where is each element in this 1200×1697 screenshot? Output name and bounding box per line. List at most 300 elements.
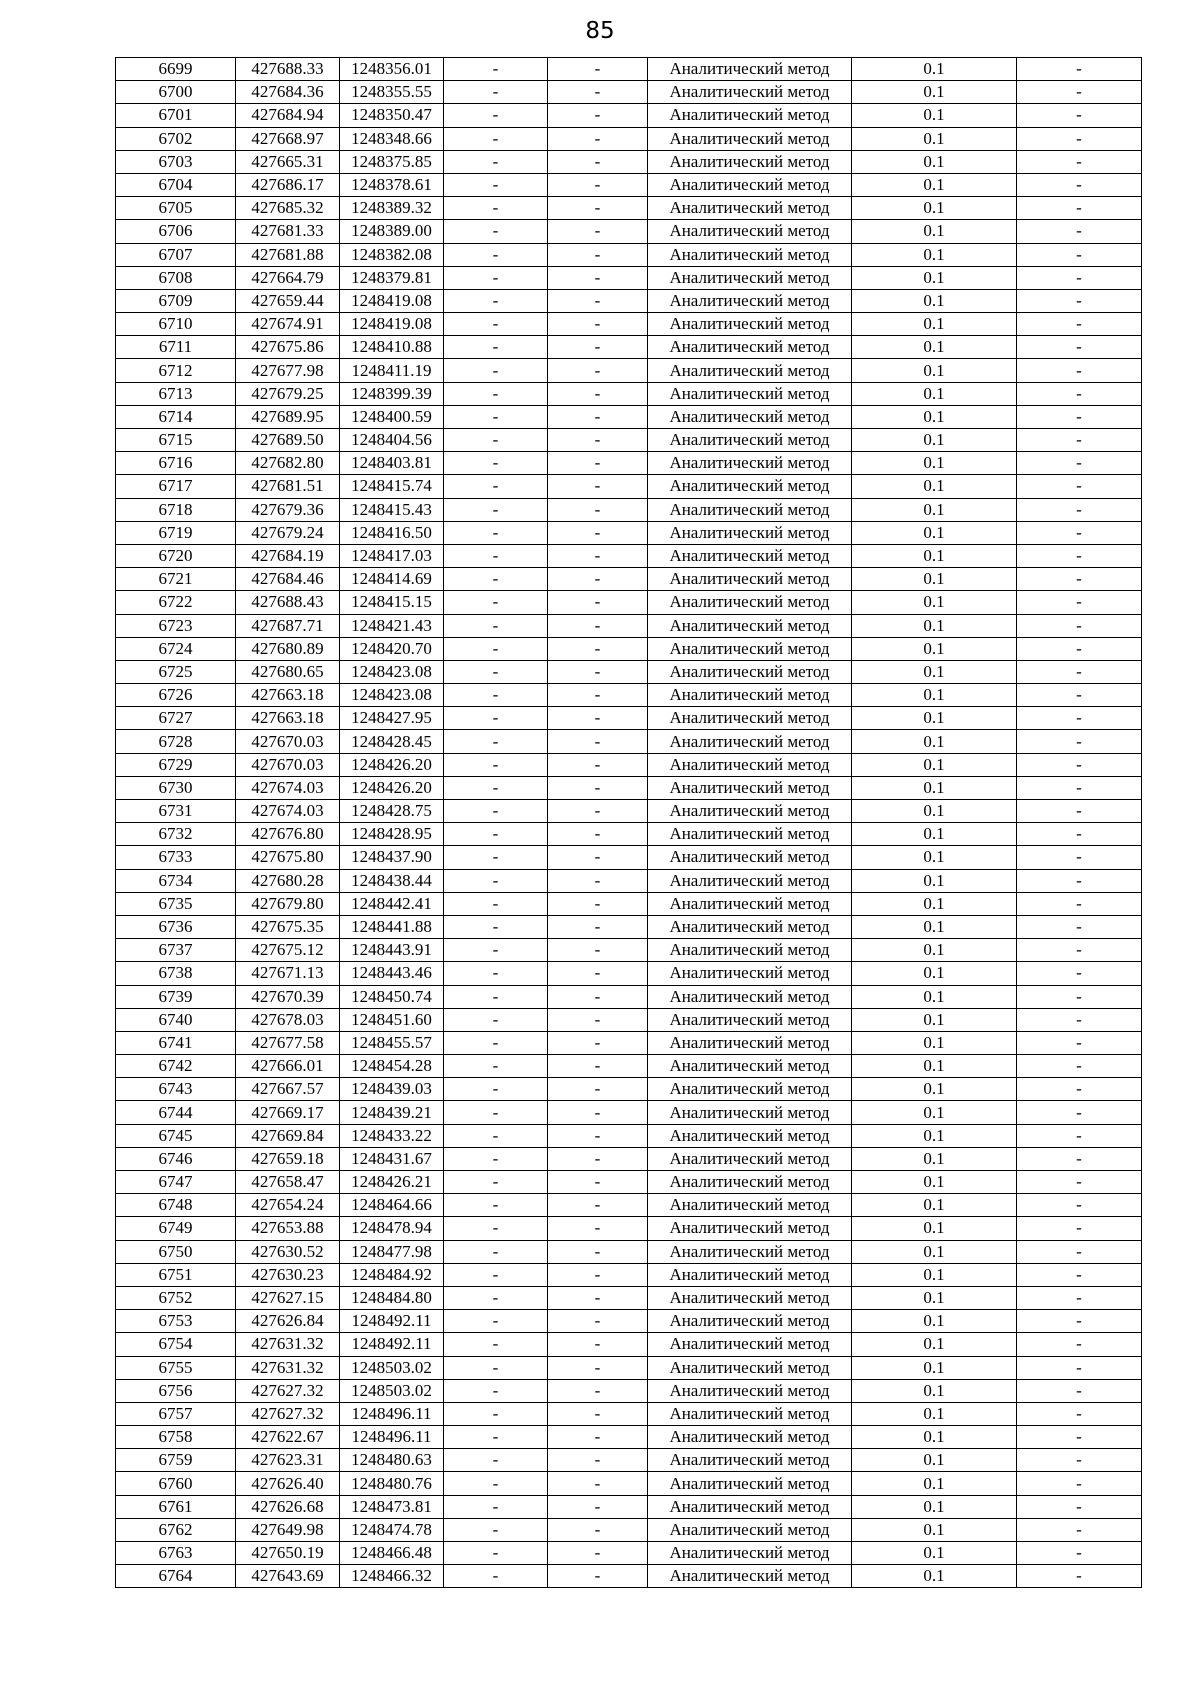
empty-value-cell: -	[548, 1217, 648, 1240]
x-coordinate-cell: 427669.84	[236, 1124, 340, 1147]
point-number-cell: 6722	[116, 591, 236, 614]
point-number-cell: 6716	[116, 452, 236, 475]
y-coordinate-cell: 1248438.44	[340, 869, 444, 892]
point-number-cell: 6733	[116, 846, 236, 869]
empty-value-cell: -	[444, 1402, 548, 1425]
empty-value-cell: -	[444, 1217, 548, 1240]
empty-value-cell: -	[1017, 823, 1142, 846]
point-number-cell: 6758	[116, 1426, 236, 1449]
empty-value-cell: -	[548, 521, 648, 544]
empty-value-cell: -	[548, 753, 648, 776]
empty-value-cell: -	[444, 58, 548, 81]
method-cell: Аналитический метод	[648, 591, 852, 614]
method-cell: Аналитический метод	[648, 846, 852, 869]
table-row	[116, 220, 1142, 243]
accuracy-cell: 0.1	[852, 1518, 1017, 1541]
method-cell: Аналитический метод	[648, 1008, 852, 1031]
table-row	[116, 1426, 1142, 1449]
table-row	[116, 1542, 1142, 1565]
x-coordinate-cell: 427627.32	[236, 1379, 340, 1402]
table-row	[116, 1402, 1142, 1425]
empty-value-cell: -	[444, 568, 548, 591]
x-coordinate-cell: 427627.15	[236, 1286, 340, 1309]
y-coordinate-cell: 1248348.66	[340, 127, 444, 150]
method-cell: Аналитический метод	[648, 823, 852, 846]
point-number-cell: 6709	[116, 289, 236, 312]
method-cell: Аналитический метод	[648, 869, 852, 892]
point-number-cell: 6724	[116, 637, 236, 660]
accuracy-cell: 0.1	[852, 1402, 1017, 1425]
x-coordinate-cell: 427671.13	[236, 962, 340, 985]
empty-value-cell: -	[548, 614, 648, 637]
method-cell: Аналитический метод	[648, 892, 852, 915]
empty-value-cell: -	[548, 637, 648, 660]
method-cell: Аналитический метод	[648, 568, 852, 591]
point-number-cell: 6712	[116, 359, 236, 382]
table-row	[116, 823, 1142, 846]
method-cell: Аналитический метод	[648, 359, 852, 382]
accuracy-cell: 0.1	[852, 197, 1017, 220]
empty-value-cell: -	[548, 1379, 648, 1402]
point-number-cell: 6726	[116, 684, 236, 707]
point-number-cell: 6725	[116, 660, 236, 683]
table-row	[116, 684, 1142, 707]
empty-value-cell: -	[548, 1495, 648, 1518]
empty-value-cell: -	[1017, 1240, 1142, 1263]
point-number-cell: 6753	[116, 1310, 236, 1333]
y-coordinate-cell: 1248496.11	[340, 1426, 444, 1449]
empty-value-cell: -	[548, 81, 648, 104]
empty-value-cell: -	[444, 429, 548, 452]
empty-value-cell: -	[548, 776, 648, 799]
table-row	[116, 1565, 1142, 1588]
method-cell: Аналитический метод	[648, 197, 852, 220]
point-number-cell: 6750	[116, 1240, 236, 1263]
point-number-cell: 6740	[116, 1008, 236, 1031]
y-coordinate-cell: 1248474.78	[340, 1518, 444, 1541]
x-coordinate-cell: 427675.80	[236, 846, 340, 869]
accuracy-cell: 0.1	[852, 1310, 1017, 1333]
point-number-cell: 6714	[116, 405, 236, 428]
empty-value-cell: -	[444, 1379, 548, 1402]
empty-value-cell: -	[548, 1356, 648, 1379]
accuracy-cell: 0.1	[852, 498, 1017, 521]
x-coordinate-cell: 427677.58	[236, 1031, 340, 1054]
empty-value-cell: -	[444, 452, 548, 475]
table-row	[116, 104, 1142, 127]
empty-value-cell: -	[548, 197, 648, 220]
point-number-cell: 6700	[116, 81, 236, 104]
point-number-cell: 6749	[116, 1217, 236, 1240]
y-coordinate-cell: 1248477.98	[340, 1240, 444, 1263]
point-number-cell: 6748	[116, 1194, 236, 1217]
empty-value-cell: -	[1017, 1402, 1142, 1425]
empty-value-cell: -	[1017, 1518, 1142, 1541]
table-row	[116, 846, 1142, 869]
empty-value-cell: -	[1017, 498, 1142, 521]
x-coordinate-cell: 427679.24	[236, 521, 340, 544]
method-cell: Аналитический метод	[648, 800, 852, 823]
empty-value-cell: -	[548, 1147, 648, 1170]
table-row	[116, 707, 1142, 730]
empty-value-cell: -	[1017, 127, 1142, 150]
empty-value-cell: -	[444, 475, 548, 498]
method-cell: Аналитический метод	[648, 1402, 852, 1425]
table-row	[116, 939, 1142, 962]
method-cell: Аналитический метод	[648, 382, 852, 405]
x-coordinate-cell: 427626.68	[236, 1495, 340, 1518]
accuracy-cell: 0.1	[852, 1495, 1017, 1518]
y-coordinate-cell: 1248426.20	[340, 753, 444, 776]
y-coordinate-cell: 1248350.47	[340, 104, 444, 127]
x-coordinate-cell: 427681.88	[236, 243, 340, 266]
method-cell: Аналитический метод	[648, 1310, 852, 1333]
x-coordinate-cell: 427674.91	[236, 313, 340, 336]
point-number-cell: 6764	[116, 1565, 236, 1588]
empty-value-cell: -	[548, 892, 648, 915]
method-cell: Аналитический метод	[648, 452, 852, 475]
method-cell: Аналитический метод	[648, 1565, 852, 1588]
method-cell: Аналитический метод	[648, 637, 852, 660]
empty-value-cell: -	[1017, 1495, 1142, 1518]
empty-value-cell: -	[1017, 1286, 1142, 1309]
y-coordinate-cell: 1248442.41	[340, 892, 444, 915]
y-coordinate-cell: 1248439.03	[340, 1078, 444, 1101]
empty-value-cell: -	[1017, 1101, 1142, 1124]
empty-value-cell: -	[548, 1472, 648, 1495]
empty-value-cell: -	[548, 243, 648, 266]
point-number-cell: 6705	[116, 197, 236, 220]
table-row	[116, 127, 1142, 150]
table-row	[116, 1171, 1142, 1194]
method-cell: Аналитический метод	[648, 1031, 852, 1054]
point-number-cell: 6703	[116, 150, 236, 173]
empty-value-cell: -	[548, 800, 648, 823]
page-number: 85	[585, 18, 615, 44]
point-number-cell: 6746	[116, 1147, 236, 1170]
empty-value-cell: -	[1017, 1542, 1142, 1565]
accuracy-cell: 0.1	[852, 1240, 1017, 1263]
x-coordinate-cell: 427675.86	[236, 336, 340, 359]
accuracy-cell: 0.1	[852, 985, 1017, 1008]
x-coordinate-cell: 427630.23	[236, 1263, 340, 1286]
table-row	[116, 313, 1142, 336]
empty-value-cell: -	[444, 1147, 548, 1170]
y-coordinate-cell: 1248417.03	[340, 544, 444, 567]
table-row	[116, 1240, 1142, 1263]
y-coordinate-cell: 1248464.66	[340, 1194, 444, 1217]
accuracy-cell: 0.1	[852, 58, 1017, 81]
empty-value-cell: -	[1017, 1379, 1142, 1402]
empty-value-cell: -	[548, 684, 648, 707]
empty-value-cell: -	[1017, 475, 1142, 498]
method-cell: Аналитический метод	[648, 429, 852, 452]
empty-value-cell: -	[548, 1426, 648, 1449]
x-coordinate-cell: 427674.03	[236, 800, 340, 823]
empty-value-cell: -	[444, 266, 548, 289]
accuracy-cell: 0.1	[852, 800, 1017, 823]
empty-value-cell: -	[1017, 220, 1142, 243]
accuracy-cell: 0.1	[852, 1542, 1017, 1565]
empty-value-cell: -	[548, 359, 648, 382]
empty-value-cell: -	[444, 220, 548, 243]
x-coordinate-cell: 427678.03	[236, 1008, 340, 1031]
point-number-cell: 6739	[116, 985, 236, 1008]
x-coordinate-cell: 427659.44	[236, 289, 340, 312]
y-coordinate-cell: 1248451.60	[340, 1008, 444, 1031]
point-number-cell: 6719	[116, 521, 236, 544]
method-cell: Аналитический метод	[648, 614, 852, 637]
method-cell: Аналитический метод	[648, 1449, 852, 1472]
accuracy-cell: 0.1	[852, 150, 1017, 173]
empty-value-cell: -	[1017, 846, 1142, 869]
empty-value-cell: -	[548, 429, 648, 452]
empty-value-cell: -	[548, 1101, 648, 1124]
accuracy-cell: 0.1	[852, 869, 1017, 892]
method-cell: Аналитический метод	[648, 313, 852, 336]
table-row	[116, 1310, 1142, 1333]
empty-value-cell: -	[548, 475, 648, 498]
empty-value-cell: -	[548, 58, 648, 81]
x-coordinate-cell: 427631.32	[236, 1333, 340, 1356]
method-cell: Аналитический метод	[648, 939, 852, 962]
empty-value-cell: -	[444, 1263, 548, 1286]
empty-value-cell: -	[548, 1333, 648, 1356]
method-cell: Аналитический метод	[648, 1518, 852, 1541]
empty-value-cell: -	[1017, 452, 1142, 475]
empty-value-cell: -	[1017, 521, 1142, 544]
empty-value-cell: -	[1017, 1078, 1142, 1101]
x-coordinate-cell: 427684.36	[236, 81, 340, 104]
x-coordinate-cell: 427675.35	[236, 915, 340, 938]
empty-value-cell: -	[1017, 266, 1142, 289]
y-coordinate-cell: 1248389.32	[340, 197, 444, 220]
y-coordinate-cell: 1248423.08	[340, 660, 444, 683]
method-cell: Аналитический метод	[648, 1171, 852, 1194]
empty-value-cell: -	[548, 382, 648, 405]
table-row	[116, 637, 1142, 660]
x-coordinate-cell: 427626.84	[236, 1310, 340, 1333]
table-row	[116, 1263, 1142, 1286]
accuracy-cell: 0.1	[852, 614, 1017, 637]
accuracy-cell: 0.1	[852, 1356, 1017, 1379]
x-coordinate-cell: 427665.31	[236, 150, 340, 173]
y-coordinate-cell: 1248411.19	[340, 359, 444, 382]
table-row	[116, 1055, 1142, 1078]
x-coordinate-cell: 427658.47	[236, 1171, 340, 1194]
table-row	[116, 521, 1142, 544]
empty-value-cell: -	[444, 1031, 548, 1054]
table-row	[116, 1078, 1142, 1101]
accuracy-cell: 0.1	[852, 1426, 1017, 1449]
method-cell: Аналитический метод	[648, 962, 852, 985]
point-number-cell: 6741	[116, 1031, 236, 1054]
x-coordinate-cell: 427650.19	[236, 1542, 340, 1565]
empty-value-cell: -	[1017, 313, 1142, 336]
accuracy-cell: 0.1	[852, 266, 1017, 289]
accuracy-cell: 0.1	[852, 405, 1017, 428]
empty-value-cell: -	[1017, 684, 1142, 707]
x-coordinate-cell: 427679.80	[236, 892, 340, 915]
empty-value-cell: -	[1017, 1565, 1142, 1588]
x-coordinate-cell: 427622.67	[236, 1426, 340, 1449]
x-coordinate-cell: 427680.89	[236, 637, 340, 660]
accuracy-cell: 0.1	[852, 892, 1017, 915]
method-cell: Аналитический метод	[648, 730, 852, 753]
table-row	[116, 800, 1142, 823]
method-cell: Аналитический метод	[648, 544, 852, 567]
point-number-cell: 6757	[116, 1402, 236, 1425]
empty-value-cell: -	[444, 1055, 548, 1078]
y-coordinate-cell: 1248428.45	[340, 730, 444, 753]
empty-value-cell: -	[548, 1542, 648, 1565]
empty-value-cell: -	[1017, 962, 1142, 985]
table-row	[116, 962, 1142, 985]
empty-value-cell: -	[548, 1449, 648, 1472]
accuracy-cell: 0.1	[852, 1263, 1017, 1286]
accuracy-cell: 0.1	[852, 1031, 1017, 1054]
point-number-cell: 6704	[116, 173, 236, 196]
accuracy-cell: 0.1	[852, 1217, 1017, 1240]
accuracy-cell: 0.1	[852, 1333, 1017, 1356]
accuracy-cell: 0.1	[852, 173, 1017, 196]
point-number-cell: 6747	[116, 1171, 236, 1194]
empty-value-cell: -	[548, 1565, 648, 1588]
point-number-cell: 6759	[116, 1449, 236, 1472]
empty-value-cell: -	[1017, 892, 1142, 915]
accuracy-cell: 0.1	[852, 1124, 1017, 1147]
x-coordinate-cell: 427670.39	[236, 985, 340, 1008]
empty-value-cell: -	[444, 1472, 548, 1495]
x-coordinate-cell: 427679.36	[236, 498, 340, 521]
method-cell: Аналитический метод	[648, 405, 852, 428]
accuracy-cell: 0.1	[852, 289, 1017, 312]
empty-value-cell: -	[1017, 776, 1142, 799]
empty-value-cell: -	[548, 498, 648, 521]
empty-value-cell: -	[444, 846, 548, 869]
table-row	[116, 753, 1142, 776]
empty-value-cell: -	[1017, 800, 1142, 823]
method-cell: Аналитический метод	[648, 475, 852, 498]
y-coordinate-cell: 1248433.22	[340, 1124, 444, 1147]
method-cell: Аналитический метод	[648, 1240, 852, 1263]
empty-value-cell: -	[548, 1263, 648, 1286]
method-cell: Аналитический метод	[648, 1194, 852, 1217]
x-coordinate-cell: 427649.98	[236, 1518, 340, 1541]
point-number-cell: 6723	[116, 614, 236, 637]
empty-value-cell: -	[1017, 1031, 1142, 1054]
point-number-cell: 6755	[116, 1356, 236, 1379]
table-row	[116, 1031, 1142, 1054]
table-row	[116, 289, 1142, 312]
table-row	[116, 1217, 1142, 1240]
table-row	[116, 475, 1142, 498]
empty-value-cell: -	[444, 892, 548, 915]
empty-value-cell: -	[444, 707, 548, 730]
y-coordinate-cell: 1248355.55	[340, 81, 444, 104]
point-number-cell: 6728	[116, 730, 236, 753]
accuracy-cell: 0.1	[852, 1472, 1017, 1495]
x-coordinate-cell: 427680.65	[236, 660, 340, 683]
accuracy-cell: 0.1	[852, 962, 1017, 985]
accuracy-cell: 0.1	[852, 707, 1017, 730]
y-coordinate-cell: 1248443.91	[340, 939, 444, 962]
empty-value-cell: -	[444, 1356, 548, 1379]
x-coordinate-cell: 427687.71	[236, 614, 340, 637]
accuracy-cell: 0.1	[852, 127, 1017, 150]
accuracy-cell: 0.1	[852, 846, 1017, 869]
empty-value-cell: -	[1017, 1171, 1142, 1194]
table-row	[116, 405, 1142, 428]
empty-value-cell: -	[548, 289, 648, 312]
coordinates-table	[115, 57, 1142, 1588]
point-number-cell: 6713	[116, 382, 236, 405]
empty-value-cell: -	[548, 846, 648, 869]
y-coordinate-cell: 1248415.43	[340, 498, 444, 521]
point-number-cell: 6715	[116, 429, 236, 452]
method-cell: Аналитический метод	[648, 81, 852, 104]
method-cell: Аналитический метод	[648, 1495, 852, 1518]
empty-value-cell: -	[444, 1078, 548, 1101]
accuracy-cell: 0.1	[852, 544, 1017, 567]
point-number-cell: 6710	[116, 313, 236, 336]
accuracy-cell: 0.1	[852, 382, 1017, 405]
empty-value-cell: -	[444, 1518, 548, 1541]
accuracy-cell: 0.1	[852, 336, 1017, 359]
accuracy-cell: 0.1	[852, 475, 1017, 498]
method-cell: Аналитический метод	[648, 289, 852, 312]
empty-value-cell: -	[548, 1078, 648, 1101]
method-cell: Аналитический метод	[648, 1333, 852, 1356]
accuracy-cell: 0.1	[852, 568, 1017, 591]
y-coordinate-cell: 1248400.59	[340, 405, 444, 428]
empty-value-cell: -	[444, 1449, 548, 1472]
point-number-cell: 6706	[116, 220, 236, 243]
empty-value-cell: -	[1017, 1194, 1142, 1217]
empty-value-cell: -	[1017, 707, 1142, 730]
y-coordinate-cell: 1248428.75	[340, 800, 444, 823]
method-cell: Аналитический метод	[648, 1147, 852, 1170]
point-number-cell: 6760	[116, 1472, 236, 1495]
point-number-cell: 6701	[116, 104, 236, 127]
empty-value-cell: -	[548, 266, 648, 289]
x-coordinate-cell: 427677.98	[236, 359, 340, 382]
table-row	[116, 1356, 1142, 1379]
method-cell: Аналитический метод	[648, 1356, 852, 1379]
table-row	[116, 243, 1142, 266]
table-row	[116, 591, 1142, 614]
empty-value-cell: -	[1017, 1426, 1142, 1449]
y-coordinate-cell: 1248426.21	[340, 1171, 444, 1194]
method-cell: Аналитический метод	[648, 985, 852, 1008]
empty-value-cell: -	[1017, 1333, 1142, 1356]
empty-value-cell: -	[548, 405, 648, 428]
x-coordinate-cell: 427670.03	[236, 730, 340, 753]
method-cell: Аналитический метод	[648, 707, 852, 730]
point-number-cell: 6729	[116, 753, 236, 776]
empty-value-cell: -	[1017, 197, 1142, 220]
accuracy-cell: 0.1	[852, 1147, 1017, 1170]
table-row	[116, 498, 1142, 521]
x-coordinate-cell: 427680.28	[236, 869, 340, 892]
accuracy-cell: 0.1	[852, 1449, 1017, 1472]
empty-value-cell: -	[548, 660, 648, 683]
point-number-cell: 6754	[116, 1333, 236, 1356]
empty-value-cell: -	[1017, 1263, 1142, 1286]
y-coordinate-cell: 1248403.81	[340, 452, 444, 475]
empty-value-cell: -	[548, 869, 648, 892]
empty-value-cell: -	[548, 544, 648, 567]
